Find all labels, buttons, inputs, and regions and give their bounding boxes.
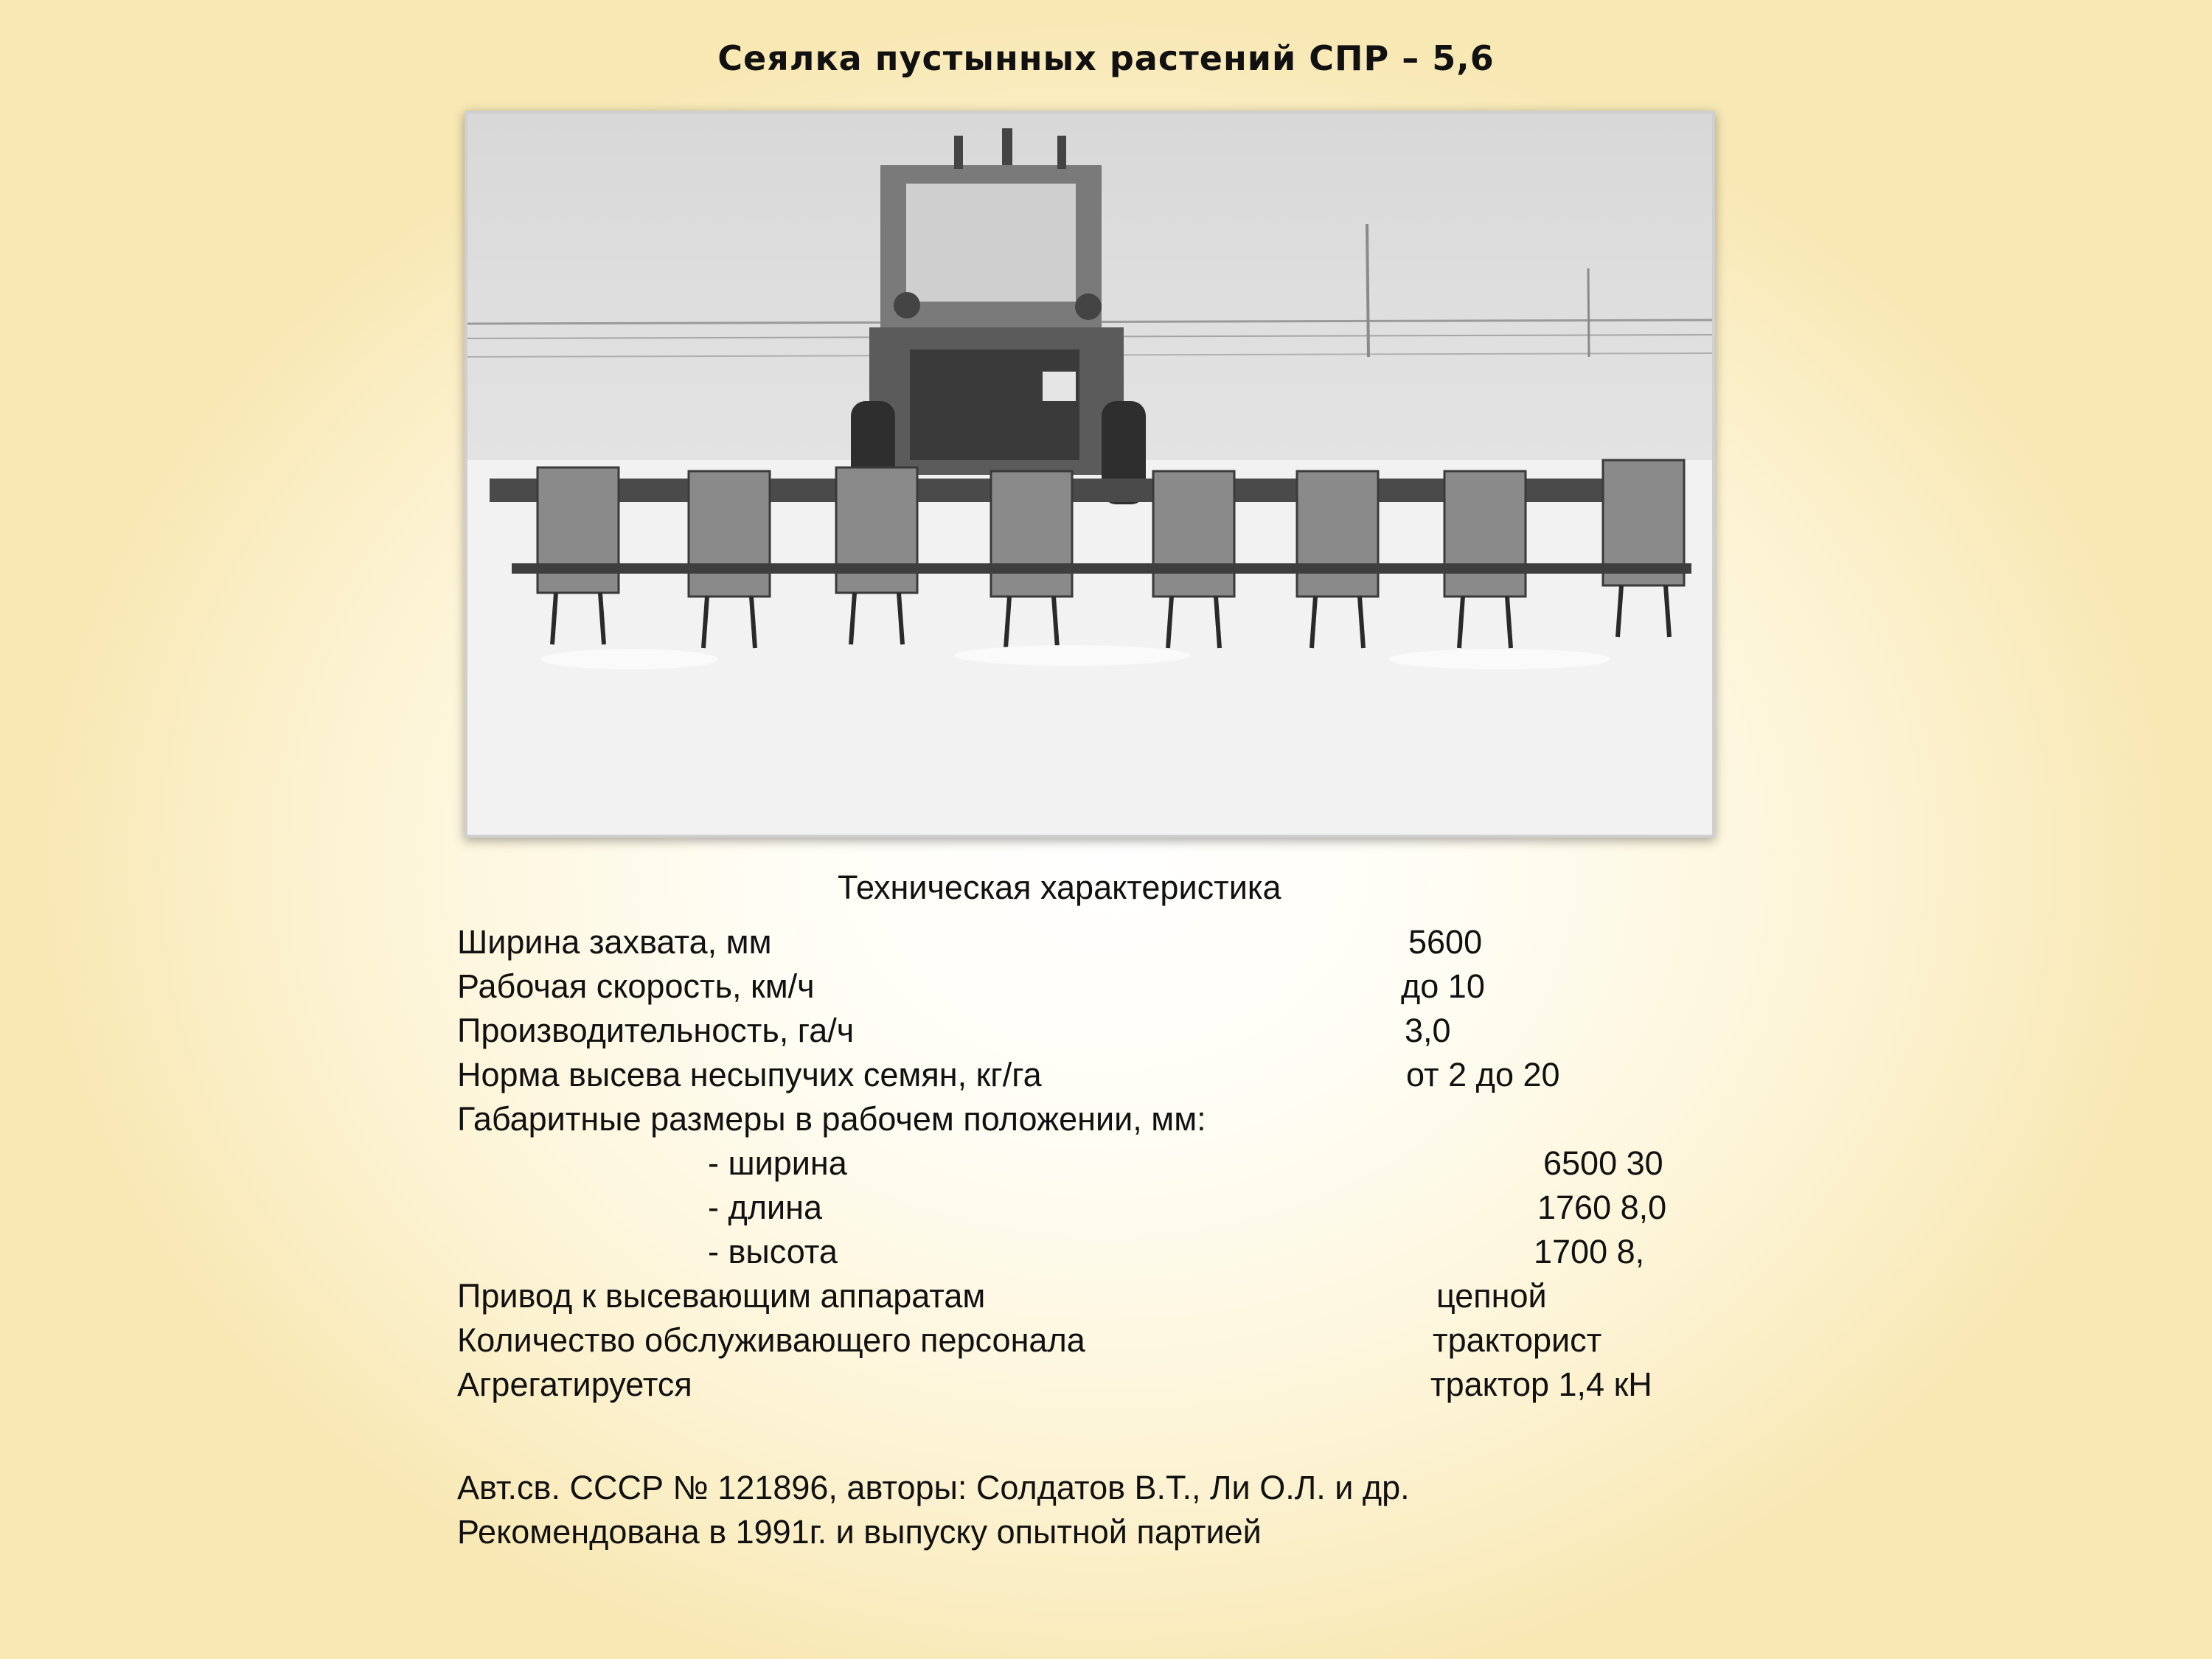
slide-title: Сеялка пустынных растений СПР – 5,6 xyxy=(717,38,1495,78)
seeder-photo xyxy=(465,111,1715,838)
spec-label: Ширина захвата, мм xyxy=(457,923,772,961)
spec-value: 6500 30 xyxy=(1543,1144,1663,1182)
spec-value: 3,0 xyxy=(1405,1012,1451,1049)
spec-value: трактор 1,4 кН xyxy=(1430,1366,1652,1403)
spec-value: от 2 до 20 xyxy=(1406,1056,1560,1093)
author-certificate-note: Авт.св. СССР № 121896, авторы: Солдатов В.Т., Ли О.Л. и др. xyxy=(457,1469,1410,1506)
spec-value: 1760 8,0 xyxy=(1537,1189,1667,1226)
spec-value: до 10 xyxy=(1401,967,1485,1005)
spec-value: 5600 xyxy=(1408,923,1483,961)
recommendation-note: Рекомендована в 1991г. и выпуску опытной партией xyxy=(457,1513,1262,1551)
spec-label: Количество обслуживающего персонала xyxy=(457,1321,1085,1359)
specs-heading: Техническая характеристика xyxy=(838,869,1281,906)
spec-label: Привод к высевающим аппаратам xyxy=(457,1277,986,1315)
spec-label: Агрегатируется xyxy=(457,1366,692,1403)
spec-label: Рабочая скорость, км/ч xyxy=(457,967,815,1005)
spec-value: тракторист xyxy=(1433,1321,1602,1359)
spec-label: Габаритные размеры в рабочем положении, мм: xyxy=(457,1100,1206,1138)
spec-label: - ширина xyxy=(708,1144,847,1182)
spec-label: Норма высева несыпучих семян, кг/га xyxy=(457,1056,1042,1093)
spec-value: 1700 8, xyxy=(1534,1233,1645,1270)
spec-value: цепной xyxy=(1436,1277,1547,1315)
spec-label: - высота xyxy=(708,1233,838,1270)
spec-label: Производительность, га/ч xyxy=(457,1012,855,1049)
tractor-seeder-illustration xyxy=(467,114,1712,835)
spec-label: - длина xyxy=(708,1189,823,1226)
